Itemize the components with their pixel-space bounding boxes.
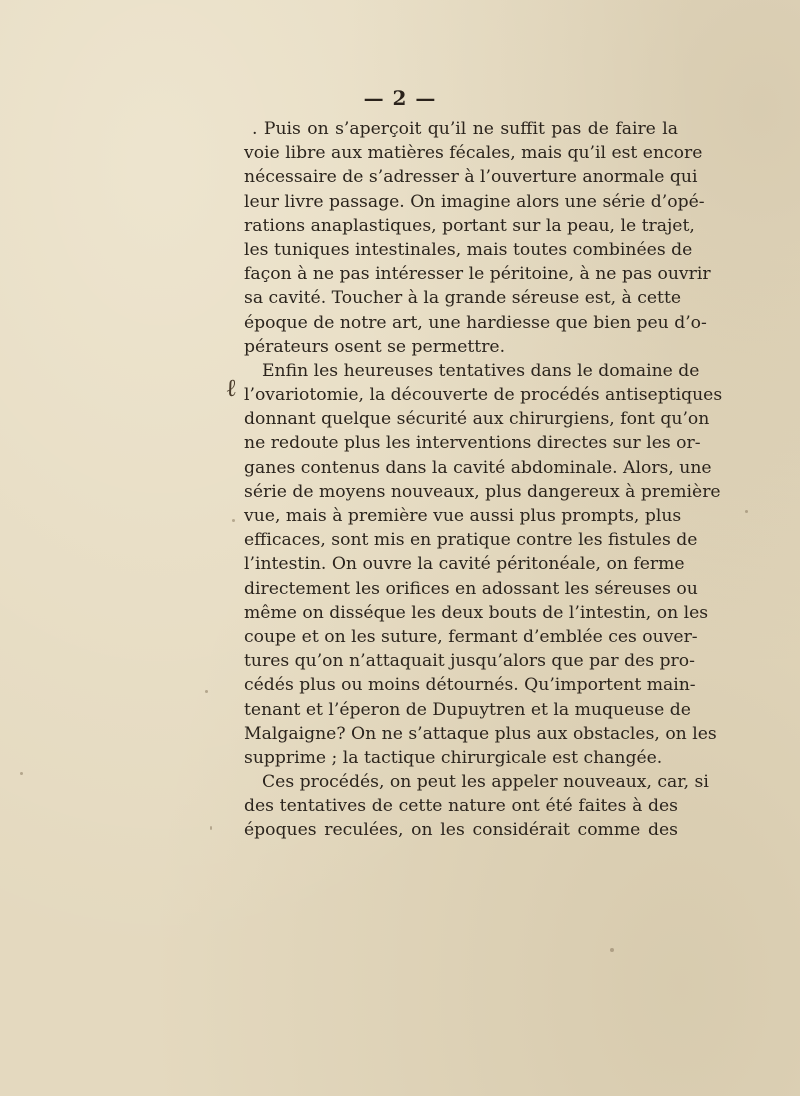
text-line: l’ovariotomie, la découverte de procédés antiseptiques [244, 385, 723, 406]
text-line: les tuniques intestinales, mais toutes combinées de [244, 239, 693, 260]
text-line: ne redoute plus les interventions directes sur les or- [244, 433, 701, 454]
text-line: directement les orifices en adossant les séreuses ou [244, 578, 698, 599]
text-line: Ces procédés, on peut les appeler nouveaux, car, si [262, 772, 709, 793]
text-line: époques reculées, on les considérait comme des [244, 820, 678, 841]
paper-speck [232, 519, 235, 522]
margin-handwritten-mark: ℓ [224, 373, 238, 403]
text-line: vue, mais à première vue aussi plus prompts, plus [244, 506, 682, 526]
text-line: nécessaire de s’adresser à l’ouverture anormale qui [244, 167, 698, 188]
text-line: sa cavité. Toucher à la grande séreuse est, à cette [244, 288, 682, 309]
text-line: tures qu’on n’attaquait jusqu’alors que par des pro- [244, 651, 695, 672]
body-text [244, 117, 723, 843]
paper-speck [20, 772, 23, 775]
text-line: série de moyens nouveaux, plus dangereux à première [244, 481, 721, 502]
text-line: leur livre passage. On imagine alors une série d’opé- [244, 191, 705, 212]
text-line: . Puis on s’aperçoit qu’il ne suffit pas de faire la [252, 119, 678, 139]
paper-speck [745, 510, 748, 513]
text-line: donnant quelque sécurité aux chirurgiens, font qu’on [244, 409, 710, 430]
text-line: l’intestin. On ouvre la cavité péritonéale, on ferme [244, 554, 685, 575]
text-line: voie libre aux matières fécales, mais qu’il est encore [244, 143, 703, 164]
text-line: façon à ne pas intéresser le péritoine, à ne pas ouvrir [244, 264, 711, 285]
text-line: des tentatives de cette nature ont été faites à des [244, 796, 678, 817]
text-line: coupe et on les suture, fermant d’emblée ces ouver- [244, 626, 698, 647]
text-line: même on disséque les deux bouts de l’intestin, on les [244, 602, 709, 623]
text-line: pérateurs osent se permettre. [244, 336, 506, 357]
paper-speck [610, 948, 614, 952]
text-line: cédés plus ou moins détournés. Qu’importent main- [244, 675, 696, 696]
paper-speck [205, 690, 208, 693]
text-line: efficaces, sont mis en pratique contre les fistules de [244, 530, 698, 551]
text-line: tenant et l’éperon de Dupuytren et la muqueuse de [244, 699, 691, 720]
text-line: Enfin les heureuses tentatives dans le domaine de [262, 360, 700, 381]
text-line: Malgaigne? On ne s’attaque plus aux obstacles, on les [244, 723, 717, 744]
text-line: époque de notre art, une hardiesse que bien peu d’o- [244, 312, 707, 333]
text-line: ganes contenus dans la cavité abdominale. Alors, une [244, 457, 712, 478]
text-line: rations anaplastiques, portant sur la peau, le trajet, [244, 215, 695, 236]
page-number: — 2 — [363, 86, 437, 110]
paper-speck [210, 826, 212, 830]
text-line: supprime ; la tactique chirurgicale est changée. [244, 747, 663, 768]
